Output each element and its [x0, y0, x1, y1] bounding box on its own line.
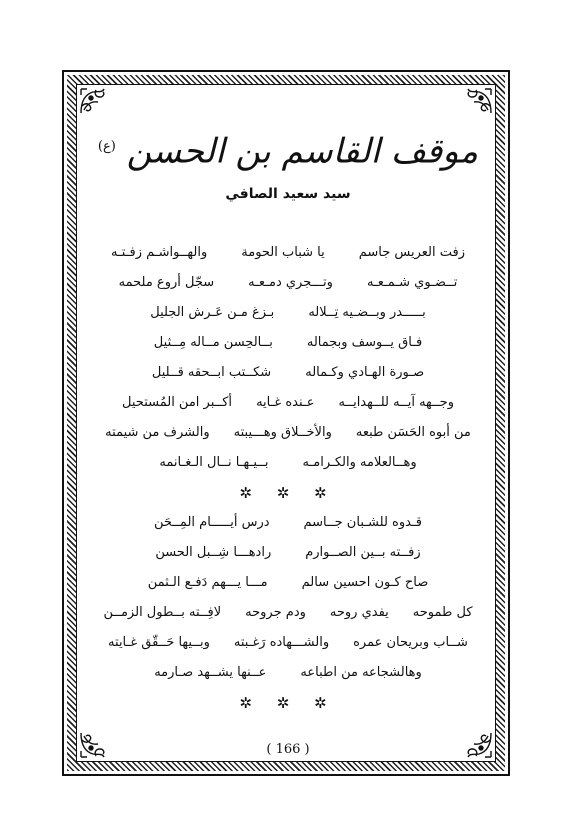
verse-hemistich: صـورة الهـادي وكـماله	[305, 365, 425, 380]
verse-hemistich: كل طموحه	[412, 605, 473, 620]
verse-hemistich: وتـــجري دمـعـه	[248, 275, 333, 290]
verse-hemistich: شــاب وبريحان عمره	[353, 635, 468, 650]
verse-hemistich: زفت العريس جاسم	[358, 245, 466, 260]
page-number: ( 166 )	[266, 742, 310, 757]
star-separator: ✲ ✲ ✲	[239, 694, 337, 712]
verse-hemistich: وبــيها حَــقّق غـايته	[108, 635, 210, 650]
verse-line	[74, 508, 502, 538]
verse-hemistich: شكــتب ابــحقه قــليل	[151, 365, 272, 380]
poem-body	[74, 238, 502, 718]
verse-line	[74, 268, 502, 298]
verse-hemistich: زفــته بــين الصــوارم	[305, 545, 421, 560]
verse-hemistich: تــضـوي شـمـعـه	[366, 275, 458, 290]
verse-hemistich: ودم جروحه	[245, 605, 306, 620]
verse-hemistich: عــنها يشــهد صـارمه	[154, 665, 267, 680]
verse-hemistich: بـزغ مـن عَـرش الجليل	[150, 305, 275, 320]
verse-hemistich: وهــالعلامه والكـرامـه	[302, 455, 417, 470]
verse-line	[74, 418, 502, 448]
verse-line	[74, 388, 502, 418]
verse-hemistich: والهــواشـم زفـتـه	[110, 245, 208, 260]
poem-title-text: موقف القاسم بن الحسن	[126, 131, 479, 172]
star-separator: ✲ ✲ ✲	[239, 484, 337, 502]
verse-line	[74, 358, 502, 388]
verse-hemistich: فـاق يــوسف وبجماله	[306, 335, 423, 350]
poem-author: سيد سعيد الصافي	[225, 186, 351, 202]
verse-hemistich: لافِــته بــطول الزمــن	[103, 605, 222, 620]
verse-line	[74, 448, 502, 478]
verse-hemistich: والشـــهاده رَغـبته	[233, 635, 330, 650]
verse-hemistich: وهالشجاعه من اطباعه	[300, 665, 422, 680]
verse-hemistich: بــالحِسن مــاله مِــثيل	[153, 335, 273, 350]
poem-title	[0, 125, 576, 173]
verse-hemistich: من أبوه الحَسَن طبعه	[355, 425, 471, 440]
verse-line	[74, 628, 502, 658]
verse-line	[74, 328, 502, 358]
verse-hemistich: رادهـــا شِــبل الحسن	[155, 545, 272, 560]
verse-line	[74, 298, 502, 328]
verse-hemistich: يا شباب الحومة	[241, 245, 325, 260]
verse-hemistich: وجــهه آيــه للــهدايــه	[338, 395, 454, 410]
verse-hemistich: صاح كـون احسين سالم	[301, 575, 429, 590]
verse-hemistich: بـــــدر وبــضـيه تِــلاله	[308, 305, 426, 320]
verse-line	[74, 658, 502, 688]
verse-line	[74, 238, 502, 268]
verse-hemistich: عـنده غـايه	[256, 395, 315, 410]
verse-hemistich: أكــبر امن المُستحيل	[122, 395, 233, 410]
verse-line	[74, 598, 502, 628]
verse-hemistich: قـدوه للشـبان جــاسم	[303, 515, 422, 530]
verse-hemistich: سجّل أروع ملحمه	[118, 275, 215, 290]
verse-line	[74, 538, 502, 568]
verse-hemistich: مـــا يـــهم دَفـع الـثمن	[147, 575, 268, 590]
verse-hemistich: والشرف من شيمته	[105, 425, 210, 440]
verse-hemistich: يفدي روحه	[329, 605, 389, 620]
verse-hemistich: والأخــلاق وهـــيبته	[233, 425, 332, 440]
corner-ornament-icon	[464, 86, 494, 116]
verse-hemistich: درس أيـــــام المِــحَن	[154, 515, 270, 530]
verse-line	[74, 568, 502, 598]
poem-title-suffix: (ع)	[97, 139, 116, 154]
corner-ornament-icon	[78, 86, 108, 116]
verse-hemistich: بــيـهـا نــال الـغـانمه	[159, 455, 269, 470]
